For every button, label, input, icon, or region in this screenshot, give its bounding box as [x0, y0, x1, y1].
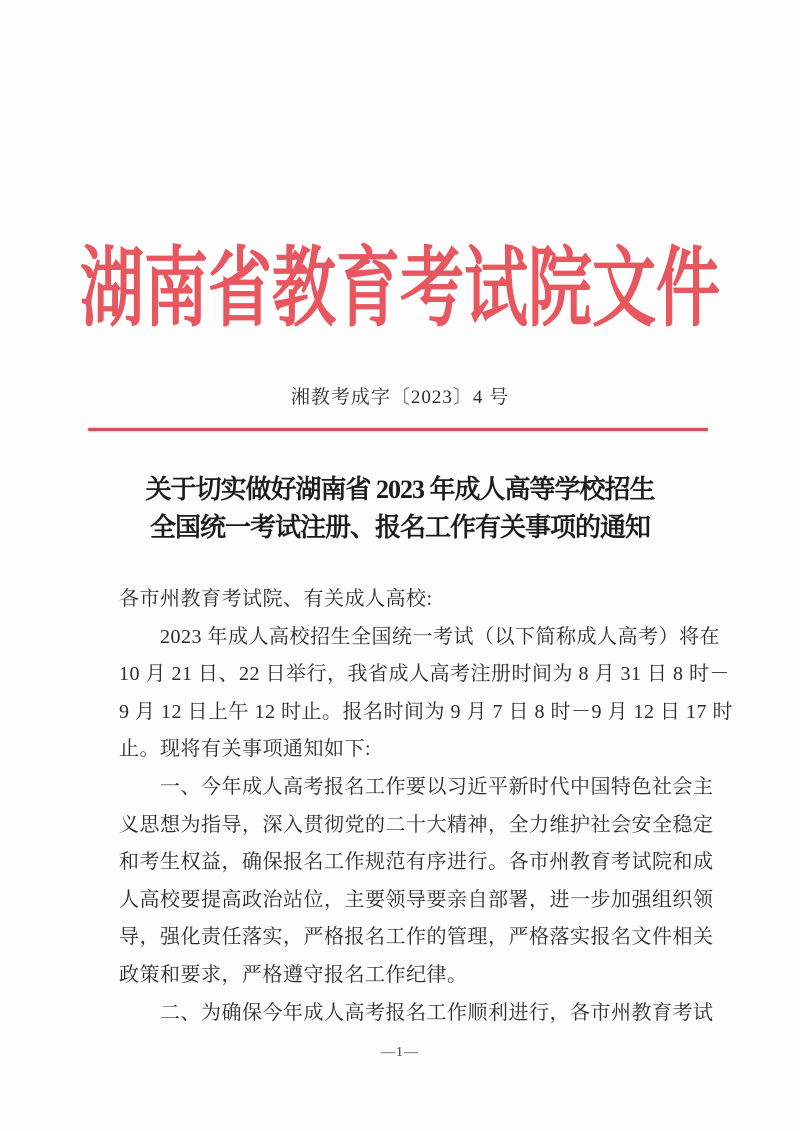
document-body: [119, 581, 733, 1032]
document-title-line-1: 关于切实做好湖南省 2023 年成人高等学校招生: [145, 475, 655, 504]
body-line: 二、为确保今年成人高考报名工作顺利进行，各市州教育考试: [160, 1001, 714, 1024]
body-line: 政策和要求，严格遵守报名工作纪律。: [119, 963, 468, 986]
body-line: 止。现将有关事项通知如下:: [119, 738, 372, 761]
body-line: 人高校要提高政治站位，主要领导要亲自部署，进一步加强组织领: [119, 888, 714, 911]
body-line: 义思想为指导，深入贯彻党的二十大精神，全力维护社会安全稳定: [119, 813, 714, 836]
red-separator-rule: [88, 428, 708, 431]
body-line: 各市州教育考试院、有关成人高校:: [119, 588, 433, 610]
body-line: 2023 年成人高校招生全国统一考试（以下简称成人高考）将在: [160, 625, 720, 648]
document-title: [0, 471, 800, 547]
issuing-authority-header: 湖南省教育考试院文件: [80, 240, 720, 338]
body-line: 导，强化责任落实，严格报名工作的管理，严格落实报名文件相关: [119, 926, 714, 949]
document-number: 湘教考成字〔2023〕4 号: [290, 387, 510, 408]
page-number: —1—: [381, 1045, 419, 1060]
body-line: 9 月 12 日上午 12 时止。报名时间为 9 月 7 日 8 时－9 月 12 日 17 时: [119, 700, 733, 723]
document-title-line-2: 全国统一考试注册、报名工作有关事项的通知: [149, 513, 650, 542]
body-line: 一、今年成人高考报名工作要以习近平新时代中国特色社会主: [160, 775, 714, 798]
body-line: 10 月 21 日、22 日举行，我省成人高考注册时间为 8 月 31 日 8 时－: [119, 663, 730, 686]
body-line: 和考生权益，确保报名工作规范有序进行。各市州教育考试院和成: [119, 851, 714, 874]
